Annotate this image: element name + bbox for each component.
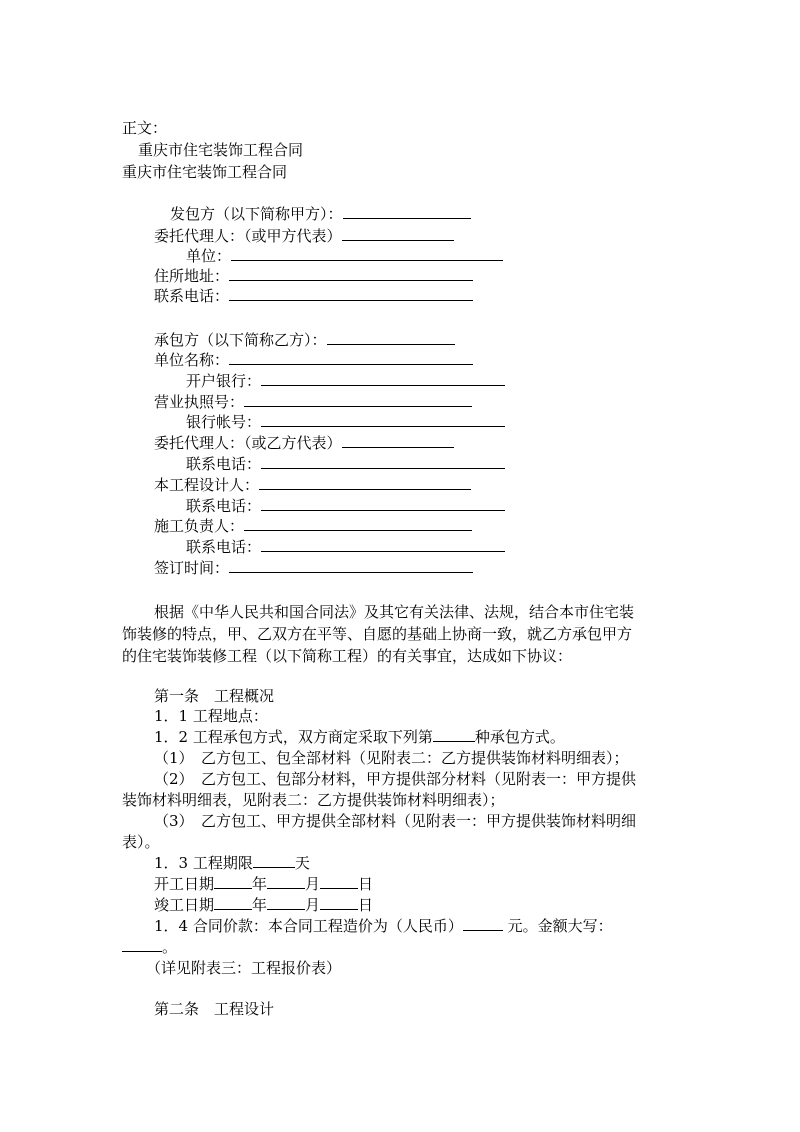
party-b-account-label: 银行帐号：: [186, 413, 262, 431]
party-b-bank-field: [186, 371, 505, 391]
party-a-phone-label: 联系电话：: [154, 287, 230, 305]
manager-phone-blank: [261, 538, 505, 552]
party-a-phone-blank: [229, 287, 473, 301]
party-a-agent-field: [154, 226, 454, 246]
party-b-bank-blank: [261, 372, 505, 386]
designer-field: [154, 475, 471, 495]
clause-1-2-blank: [433, 728, 475, 742]
party-b-license-blank: [244, 393, 472, 407]
end-day-blank: [320, 896, 358, 910]
sign-time-field: [154, 558, 473, 578]
party-b-bank-label: 开户银行：: [186, 372, 262, 390]
option-2-line-2: 装饰材料明细表，见附表二：乙方提供装饰材料明细表）；: [122, 791, 505, 809]
party-a-field: [170, 204, 471, 224]
party-b-agent-blank: [342, 434, 454, 448]
clause-1-3: [154, 853, 310, 873]
party-a-unit-blank: [231, 247, 503, 261]
party-b-agent-field: [154, 433, 454, 453]
article-1-title: 第一条 工程概况: [154, 687, 275, 705]
clause-1-4-text: 1．4 合同价款：本合同工程造价为（人民币）: [154, 917, 463, 935]
manager-phone-label: 联系电话：: [186, 538, 262, 556]
party-a-phone-field: [154, 286, 473, 306]
party-b-unit-blank: [229, 351, 473, 365]
designer-phone-blank: [261, 497, 505, 511]
option-3-line-1: （3） 乙方包工、甲方提供全部材料（见附表一：甲方提供装饰材料明细: [154, 812, 637, 830]
option-2-line-1: （2） 乙方包工、包部分材料，甲方提供部分材料（见附表一：甲方提供: [154, 770, 637, 788]
party-b-label: 承包方（以下简称乙方）：: [154, 331, 327, 349]
clause-1-3-text: 1．3 工程期限: [154, 854, 253, 872]
party-a-unit-label: 单位：: [186, 247, 232, 265]
party-a-agent-label: 委托代理人：（或甲方代表）: [154, 227, 342, 245]
party-b-field: [154, 330, 455, 350]
party-b-account-field: [186, 412, 505, 432]
clause-1-2-text-end: 种承包方式。: [474, 728, 565, 746]
start-day-blank: [320, 875, 358, 889]
contract-title: 重庆市住宅装饰工程合同: [122, 163, 288, 181]
amount-words-blank: [122, 938, 162, 952]
party-b-unit-label: 单位名称：: [154, 351, 230, 369]
sign-time-blank: [229, 559, 473, 573]
party-a-blank: [343, 205, 471, 219]
price-blank: [463, 917, 503, 931]
party-b-agent-phone-label: 联系电话：: [186, 455, 262, 473]
designer-phone-label: 联系电话：: [186, 497, 262, 515]
party-b-license-label: 营业执照号：: [154, 393, 245, 411]
manager-blank: [244, 517, 472, 531]
clause-1-4-text-end: 元。金额大写：: [502, 917, 613, 935]
contract-title-indented: 重庆市住宅装饰工程合同: [138, 141, 304, 159]
party-b-agent-label: 委托代理人：（或乙方代表）: [154, 434, 342, 452]
clause-1-4-period: 。: [162, 938, 178, 956]
clause-1-3-unit: 天: [294, 854, 310, 872]
party-b-account-blank: [261, 413, 505, 427]
clause-1-2-text: 1．2 工程承包方式，双方商定采取下列第: [154, 728, 433, 746]
duration-blank: [253, 854, 295, 868]
start-month-blank: [267, 875, 305, 889]
start-month-label: 月: [305, 875, 321, 893]
start-year-label: 年: [252, 875, 268, 893]
party-a-agent-blank: [342, 227, 454, 241]
end-day-label: 日: [358, 896, 374, 914]
manager-phone-field: [186, 537, 505, 557]
clause-1-2: [154, 727, 565, 747]
manager-field: [154, 516, 472, 536]
end-date-label: 竣工日期: [154, 896, 215, 914]
party-b-license-field: [154, 392, 472, 412]
party-a-label: 发包方（以下简称甲方）：: [170, 205, 343, 223]
manager-label: 施工负责人：: [154, 517, 245, 535]
end-year-blank: [214, 896, 252, 910]
party-a-unit-field: [186, 246, 503, 266]
preamble-line-3: 的住宅装饰装修工程（以下简称工程）的有关事宜，达成如下协议：: [122, 647, 573, 665]
designer-label: 本工程设计人：: [154, 476, 260, 494]
clause-1-1: 1．1 工程地点：: [154, 707, 268, 725]
clause-1-4: [154, 916, 613, 936]
party-b-unit-field: [154, 350, 473, 370]
party-a-address-blank: [229, 267, 473, 281]
party-b-agent-phone-blank: [261, 455, 505, 469]
designer-blank: [259, 476, 471, 490]
start-date-label: 开工日期: [154, 875, 215, 893]
preamble-line-2: 饰装修的特点，甲、乙双方在平等、自愿的基础上协商一致，就乙方承包甲方: [122, 625, 633, 643]
section-label: 正文：: [122, 119, 168, 137]
option-3-line-2: 表）。: [122, 833, 160, 851]
clause-1-4-see: （详见附表三：工程报价表）: [146, 959, 342, 977]
party-a-address-label: 住所地址：: [154, 267, 230, 285]
start-day-label: 日: [358, 875, 374, 893]
end-month-blank: [267, 896, 305, 910]
designer-phone-field: [186, 496, 505, 516]
start-year-blank: [214, 875, 252, 889]
end-month-label: 月: [305, 896, 321, 914]
preamble-line-1: 根据《中华人民共和国合同法》及其它有关法律、法规，结合本市住宅装: [154, 603, 635, 621]
party-b-blank: [327, 331, 455, 345]
end-year-label: 年: [252, 896, 268, 914]
sign-time-label: 签订时间：: [154, 559, 230, 577]
clause-1-4-cont: [122, 937, 177, 957]
article-2-title: 第二条 工程设计: [154, 1000, 275, 1018]
party-b-agent-phone-field: [186, 454, 505, 474]
party-a-address-field: [154, 266, 473, 286]
option-1: （1） 乙方包工、包全部材料（见附表二：乙方提供装饰材料明细表）；: [154, 749, 629, 767]
end-date-field: [154, 895, 373, 915]
start-date-field: [154, 874, 373, 894]
